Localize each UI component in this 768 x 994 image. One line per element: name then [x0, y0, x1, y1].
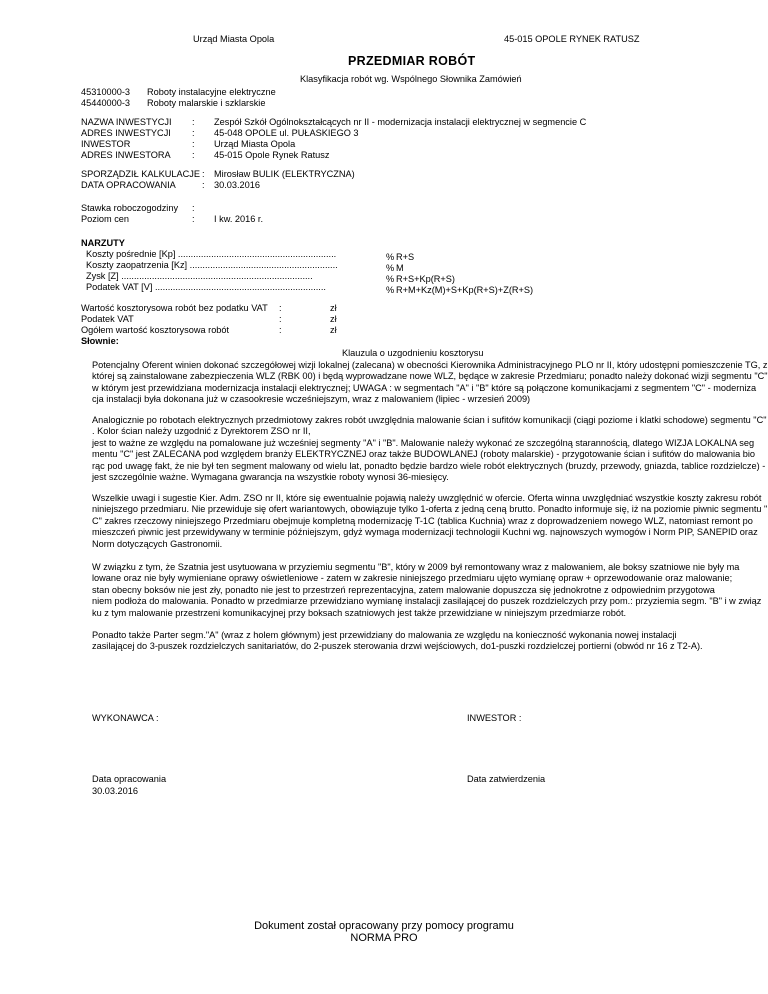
- header-left: Urząd Miasta Opola: [193, 34, 275, 44]
- investor-label: INWESTOR :: [467, 713, 522, 723]
- narzuty-pct: %: [386, 285, 395, 295]
- narzuty-label: Koszty pośrednie [Kp] ..............................................................: [86, 249, 337, 259]
- paragraph-4: W związku z tym, że Szatnia jest usytuowana w przyziemiu segmentu "B", który w 2009 był remontowany wraz z malowaniem, ale boksy szatniowe nie były ma lowane oraz nie były wymieniane oprawy oświetleniowe - zatem w zakresie niniejszego przedmiaru ujęto wymianę opraw + oprzewodowanie oraz malowanie; stan obecny boksów nie jest zły, ponadto nie jest to przestrzeń reprezentacyjna, zatem malowanie dopuszcza się jednokrotne z odpowiednim przygotowa niem podłoża do malowania. Ponadto w przedmiarze przewidziano wymianę instalacji zasilającej do puszek rozdzielczych przy pom.: przyziemia segm. "B" i w związ ku z tym malowanie przestrzeni komunikacyjnej przy boksach szatniowych jest także przewidziane w niniejszym przedmiarze robót.: [92, 562, 762, 618]
- total-row: Ogółem wartość kosztorysowa robót : zł: [81, 325, 337, 335]
- info-label: SPORZĄDZIŁ KALKULACJE: [81, 169, 200, 179]
- narzuty-formula: R+S: [396, 252, 415, 262]
- info-label: INWESTOR: [81, 139, 131, 149]
- info-label: ADRES INWESTORA: [81, 150, 171, 160]
- narzuty-pct: %: [386, 274, 395, 284]
- narzuty-heading: NARZUTY: [81, 238, 125, 248]
- info-label: Stawka roboczogodziny: [81, 203, 179, 213]
- info-row: Stawka roboczogodziny :: [81, 203, 195, 213]
- info-label: ADRES INWESTYCJI: [81, 128, 171, 138]
- info-value: Mirosław BULIK (ELEKTRYCZNA): [214, 169, 355, 179]
- rates-info: [81, 203, 263, 225]
- paragraph-1: Potencjalny Oferent winien dokonać szczegółowej wizji lokalnej (zalecana) w obecności Kierownika Administracyjnego PLO nr II, który udostępni pomieszczenie TG, z której są zainstalowane zabezpieczenia WLZ (RBK 00) i będą wyprowadzane nowe WLZ, będące w zakresie Przedmiaru; ponadto należy dokonać wizji segmentu "C" w którym jest przewidziana modernizacja instalacji elektrycznej; UWAGA : w segmentach "A" i "B" które są połączone komunikacjami z segmentem "C" - moderniza cja instalacji była dokonana już w czasookresie wcześniejszym, wraz z malowaniem (lipiec - wrzesień 2009): [92, 360, 768, 405]
- info-row: ADRES INWESTYCJI : 45-048 OPOLE ul. PUŁASKIEGO 3: [81, 128, 359, 138]
- info-row: INWESTOR : Urząd Miasta Opola: [81, 139, 296, 149]
- slownie-label: Słownie:: [81, 336, 119, 346]
- info-label: Poziom cen: [81, 214, 130, 224]
- footer-line-2: NORMA PRO: [350, 932, 418, 944]
- narzuty-label: Zysk [Z] ...........................................................................: [86, 271, 313, 281]
- date-prepared-value: 30.03.2016: [92, 786, 138, 796]
- footer-line-1: Dokument został opracowany przy pomocy programu: [254, 920, 514, 932]
- info-value: 45-048 OPOLE ul. PUŁASKIEGO 3: [214, 128, 359, 138]
- prepared-info: [81, 169, 355, 191]
- narzuty-label: Podatek VAT [V] ...................................................................: [86, 282, 326, 292]
- cpv-code: 45310000-3: [81, 87, 131, 97]
- info-row: ADRES INWESTORA : 45-015 Opole Rynek Ratusz: [81, 150, 330, 160]
- paragraph-5: Ponadto także Parter segm."A" (wraz z holem głównym) jest przewidziany do malowania ze względu na konieczność wykonania nowej instalacji zasilającej do 3-puszek rozdzielczych sanitariatów, do 2-puszek sterowania drzwi wejściowych, do1-puszki rozdzielczej portierni (obwód nr 16 z T2-A).: [92, 630, 703, 652]
- total-unit: zł: [330, 314, 337, 324]
- page-title: PRZEDMIAR ROBÓT: [348, 54, 476, 68]
- narzuty-row: [86, 271, 533, 282]
- footer-note: [234, 920, 534, 944]
- narzuty-list: [86, 249, 533, 293]
- date-prepared-label: Data opracowania: [92, 774, 167, 784]
- cpv-code: 45440000-3: [81, 98, 131, 108]
- cpv-row: [81, 87, 276, 98]
- totals-list: [81, 303, 337, 347]
- info-row: SPORZĄDZIŁ KALKULACJE : Mirosław BULIK (ELEKTRYCZNA): [81, 169, 355, 179]
- narzuty-row: [86, 282, 533, 293]
- narzuty-label: Koszty zaopatrzenia [Kz] ..........................................................: [86, 260, 338, 270]
- cpv-list: [81, 87, 276, 109]
- header-right: 45-015 OPOLE RYNEK RATUSZ: [504, 34, 640, 44]
- total-row: Podatek VAT : zł: [81, 314, 337, 324]
- narzuty-row: [86, 249, 533, 260]
- info-value: Urząd Miasta Opola: [214, 139, 296, 149]
- total-label: Wartość kosztorysowa robót bez podatku VAT: [81, 303, 268, 313]
- info-row: Poziom cen : I kw. 2016 r.: [81, 214, 264, 224]
- total-unit: zł: [330, 325, 337, 335]
- narzuty-formula: M: [396, 263, 404, 273]
- contractor-label: WYKONAWCA :: [92, 713, 159, 723]
- total-label: Ogółem wartość kosztorysowa robót: [81, 325, 230, 335]
- narzuty-pct: %: [386, 252, 395, 262]
- total-label: Podatek VAT: [81, 314, 134, 324]
- cpv-row: [81, 98, 276, 109]
- cpv-desc: Roboty instalacyjne elektryczne: [147, 87, 276, 97]
- investment-info: [81, 117, 586, 161]
- paragraph-2: Analogicznie po robotach elektrycznych przedmiotowy zakres robót uwzględnia malowanie ścian i sufitów komunikacji (ciągi poziome i klatki schodowe) segmentu "C" . Kolor ścian należy uzgodnić z Dyrektorem ZSO nr II, jest to ważne ze względu na pomalowane już wcześniej segmenty "A" i "B". Malowanie należy wykonać ze szczególną starannością, dlatego WIZJA LOKALNA seg mentu "C" jest ZALECANA pod względem branży ELEKTRYCZNEJ oraz także BUDOWLANEJ (roboty malarskie) - przygotowanie ścian i sufitów do malowania bio rąc pod uwagę fakt, że nie był ten segment malowany od wielu lat, ponadto będzie bardzo wiele robót elektrycznych (bruzdy, przewody, gniazda, tablice rozdzielcze) - jest szczególnie ważne. Wymagana gwarancja na wszystkie roboty wynosi 36-miesięcy.: [92, 415, 767, 482]
- paragraph-3: Wszelkie uwagi i sugestie Kier. Adm. ZSO nr II, które się ewentualnie pojawią należy uwzględnić w ofercie. Oferta winna uwzględniać wszystkie koszty zakresu robót niniejszego przedmiaru. Nie przewiduje się ofert wariantowych, obowiązuje tylko 1-oferta z jedną ceną brutto. Ponadto informuje się, iż na poziomie piwnic segmentu " C" zakres rzeczowy niniejszego Przedmiaru obejmuje kompletną modernizację T-1C (tablica Kuchnia) wraz z doprowadzeniem nowego WLZ, natomiast remont po mieszczeń piwnic jest przewidywany w terminie późniejszym, gdyż wymaga modernizacji technologii Kuchni wg. najnowszych wymogów i Norm PIP, SANEPID oraz Norm dotyczących Gastronomii.: [92, 493, 768, 549]
- info-value: Zespół Szkół Ogólnokształcących nr II - modernizacja instalacji elektrycznej w segmencie C: [214, 117, 587, 127]
- narzuty-pct: %: [386, 263, 395, 273]
- cpv-desc: Roboty malarskie i szklarskie: [147, 98, 266, 108]
- narzuty-formula: R+S+Kp(R+S): [396, 274, 455, 284]
- total-row: Wartość kosztorysowa robót bez podatku VAT : zł: [81, 303, 337, 313]
- info-label: DATA OPRACOWANIA: [81, 180, 176, 190]
- info-value: 45-015 Opole Rynek Ratusz: [214, 150, 330, 160]
- info-row: DATA OPRACOWANIA : 30.03.2016: [81, 180, 260, 190]
- narzuty-row: [86, 260, 533, 271]
- clause-title: Klauzula o uzgodnieniu kosztorysu: [342, 348, 484, 358]
- info-row: NAZWA INWESTYCJI : Zespół Szkół Ogólnokształcących nr II - modernizacja instalacji elektrycznej w segmencie C: [81, 117, 587, 127]
- date-approved-label: Data zatwierdzenia: [467, 774, 546, 784]
- info-value: I kw. 2016 r.: [214, 214, 264, 224]
- narzuty-formula: R+M+Kz(M)+S+Kp(R+S)+Z(R+S): [396, 285, 534, 295]
- info-value: 30.03.2016: [214, 180, 260, 190]
- info-label: NAZWA INWESTYCJI: [81, 117, 172, 127]
- total-unit: zł: [330, 303, 337, 313]
- page-subtitle: Klasyfikacja robót wg. Wspólnego Słownika Zamówień: [300, 74, 522, 84]
